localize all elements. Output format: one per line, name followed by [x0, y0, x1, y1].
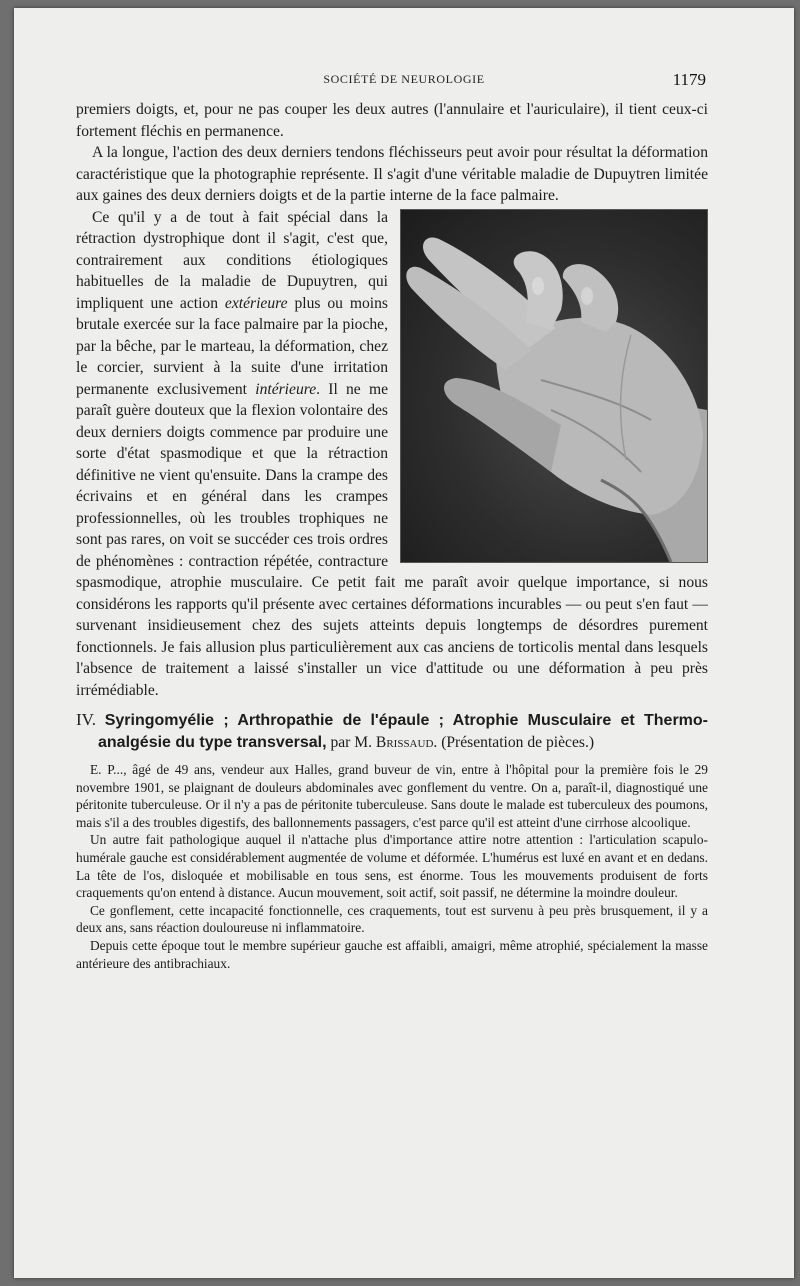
emphasis-exterieure: extérieure	[224, 294, 288, 312]
document-page	[14, 8, 794, 1278]
paragraph-3-part-a: Ce qu'il y a de tout à fait spécial dans la rétraction dystrophique dont il s'agit, c'est que, contrairement aux conditions étiologiques habituelles de la maladie de Dupuytren, qui impliquent une action	[76, 208, 388, 312]
section-title: Syringomyélie ; Arthropathie de l'épaule ; Atrophie Musculaire et Thermo-analgésie du type transversal,	[98, 712, 708, 751]
paragraph-1: premiers doigts, et, pour ne pas couper les deux autres (l'annulaire et l'auriculaire), il tient ceux-ci fortement fléchis en permanence.	[76, 101, 708, 140]
paragraph-3-part-c: plus ou moins brutale exercée sur la face palmaire par la pioche, par la bêche, par le marteau, la déformation, chez le corcier, survient à la suite d'une irritation permanente exclusivement	[76, 294, 388, 398]
case-paragraph-4: Depuis cette époque tout le membre supérieur gauche est affaibli, amaigri, même atrophié, spécialement la masse antérieure des antibrachiaux.	[76, 937, 708, 971]
body-text	[76, 99, 708, 972]
hand-illustration	[401, 210, 707, 562]
case-paragraph-3: Ce gonflement, cette incapacité fonctionnelle, ces craquements, tout est survenu à peu près brusquement, il y a deux ans, sans réaction douloureuse ni inflammatoire.	[76, 902, 708, 936]
page-number: 1179	[672, 70, 706, 89]
section-author: Brissaud	[375, 733, 434, 751]
paragraph-2: A la longue, l'action des deux derniers tendons fléchisseurs peut avoir pour résultat la déformation caractéristique que la photographie représente. Il s'agit d'une véritable maladie de Dupuytren limitée aux gaines des deux derniers doigts et de la partie interne de la face palmaire.	[76, 144, 708, 204]
section-number: IV.	[76, 710, 96, 729]
hand-photograph	[400, 209, 708, 563]
running-title: SOCIÉTÉ DE NEUROLOGIE	[323, 72, 485, 86]
case-paragraph-1: E. P..., âgé de 49 ans, vendeur aux Halles, grand buveur de vin, entre à l'hôpital pour la première fois le 29 novembre 1901, se plaignant de douleurs abdominales avec gonflement du ventre. On a, paraît-il, diagnostiqué une péritonite tuberculeuse. Or il n'y a pas de péritonite tuberculeuse. Sans doute le malade est tuberculeux des poumons, mais s'il a des troubles digestifs, des ballonnements passagers, c'est parce qu'il est atteint d'une cirrhose alcoolique.	[76, 762, 708, 830]
page-header	[14, 70, 794, 94]
case-report	[76, 761, 708, 972]
section-heading	[76, 709, 708, 753]
section-by: par M.	[326, 733, 376, 751]
paragraph-3-part-e: . Il ne me paraît guère douteux que la flexion volontaire des deux derniers doigts commence par produire une sorte d'état spasmodique et que la rétraction définitive ne vient qu'ensuite. Dans la crampe des écrivains et en général dans les crampes professionnelles, où les troubles trophiques ne sont pas rares, on voit se succéder ces trois ordres de phénomènes : contraction répétée, contracture spasmodique, atrophie musculaire. Ce petit fait me paraît avoir quelque importance, si nous considérons les rapports qu'il présente avec certaines déformations incurables — ou peut s'en faut — survenant insidieusement chez des sujets atteints depuis longtemps de désordres purement fonctionnels. Je fais allusion plus particulièrement aux cas anciens de torticolis mental dans lesquels l'absence de traitement a laissé s'installer un vice d'attitude ou une déformation à peu près irrémédiable.	[76, 380, 708, 699]
emphasis-interieure: intérieure	[255, 380, 317, 398]
case-paragraph-2: Un autre fait pathologique auquel il n'attache plus d'importance attire notre attention : l'articulation scapulo-humérale gauche est considérablement augmentée de volume et déformée. L'humérus est luxé en avant et en dedans. La tête de l'os, disloquée et mobilisable en tous sens, est énorme. Tous les mouvements produisent de forts craquements qu'on entend à distance. Aucun mouvement, soit actif, soit passif, ne détermine la moindre douleur.	[76, 832, 708, 901]
section-note: . (Présentation de pièces.)	[433, 733, 595, 751]
